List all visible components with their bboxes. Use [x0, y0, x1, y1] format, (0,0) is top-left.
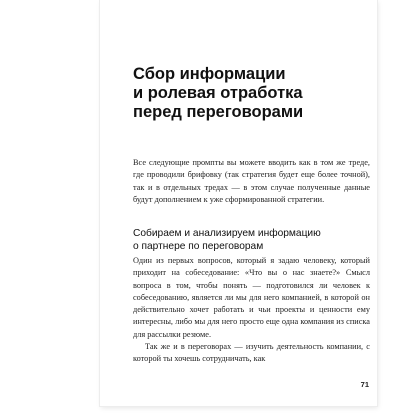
intro-paragraph: Все следующие промпты вы можете вводить как в том же треде, где проводили брифовку (так стратегия будет еще более точной), так и в отдельных тредах — в этом случае полученные данные будут дополнением к уже сформированной стратегии.: [133, 158, 370, 204]
page-number: 71: [360, 380, 369, 389]
section-title: Собираем и анализируем информацию о партнере по переговорам: [133, 228, 321, 252]
book-page: [100, 0, 377, 406]
body-paragraph: Один из первых вопросов, который я задаю человеку, который приходит на собеседование: «Что вы о нас знаете?» Смысл вопроса в том, чтобы понять — подготовился ли человек к собеседованию, является ли мы для него компанией, в которой он действительно хочет работать и чьи проекты и ценности ему интересны, либо мы для него просто еще одна компания из списка для рассылки резюме.: [133, 256, 370, 339]
chapter-title: Сбор информации и ролевая отработка перед переговорами: [133, 65, 304, 121]
section-body: [133, 255, 370, 366]
body-paragraph: Так же и в переговорах — изучить деятельность компании, с которой ты хочешь сотрудничать, как: [133, 342, 370, 364]
